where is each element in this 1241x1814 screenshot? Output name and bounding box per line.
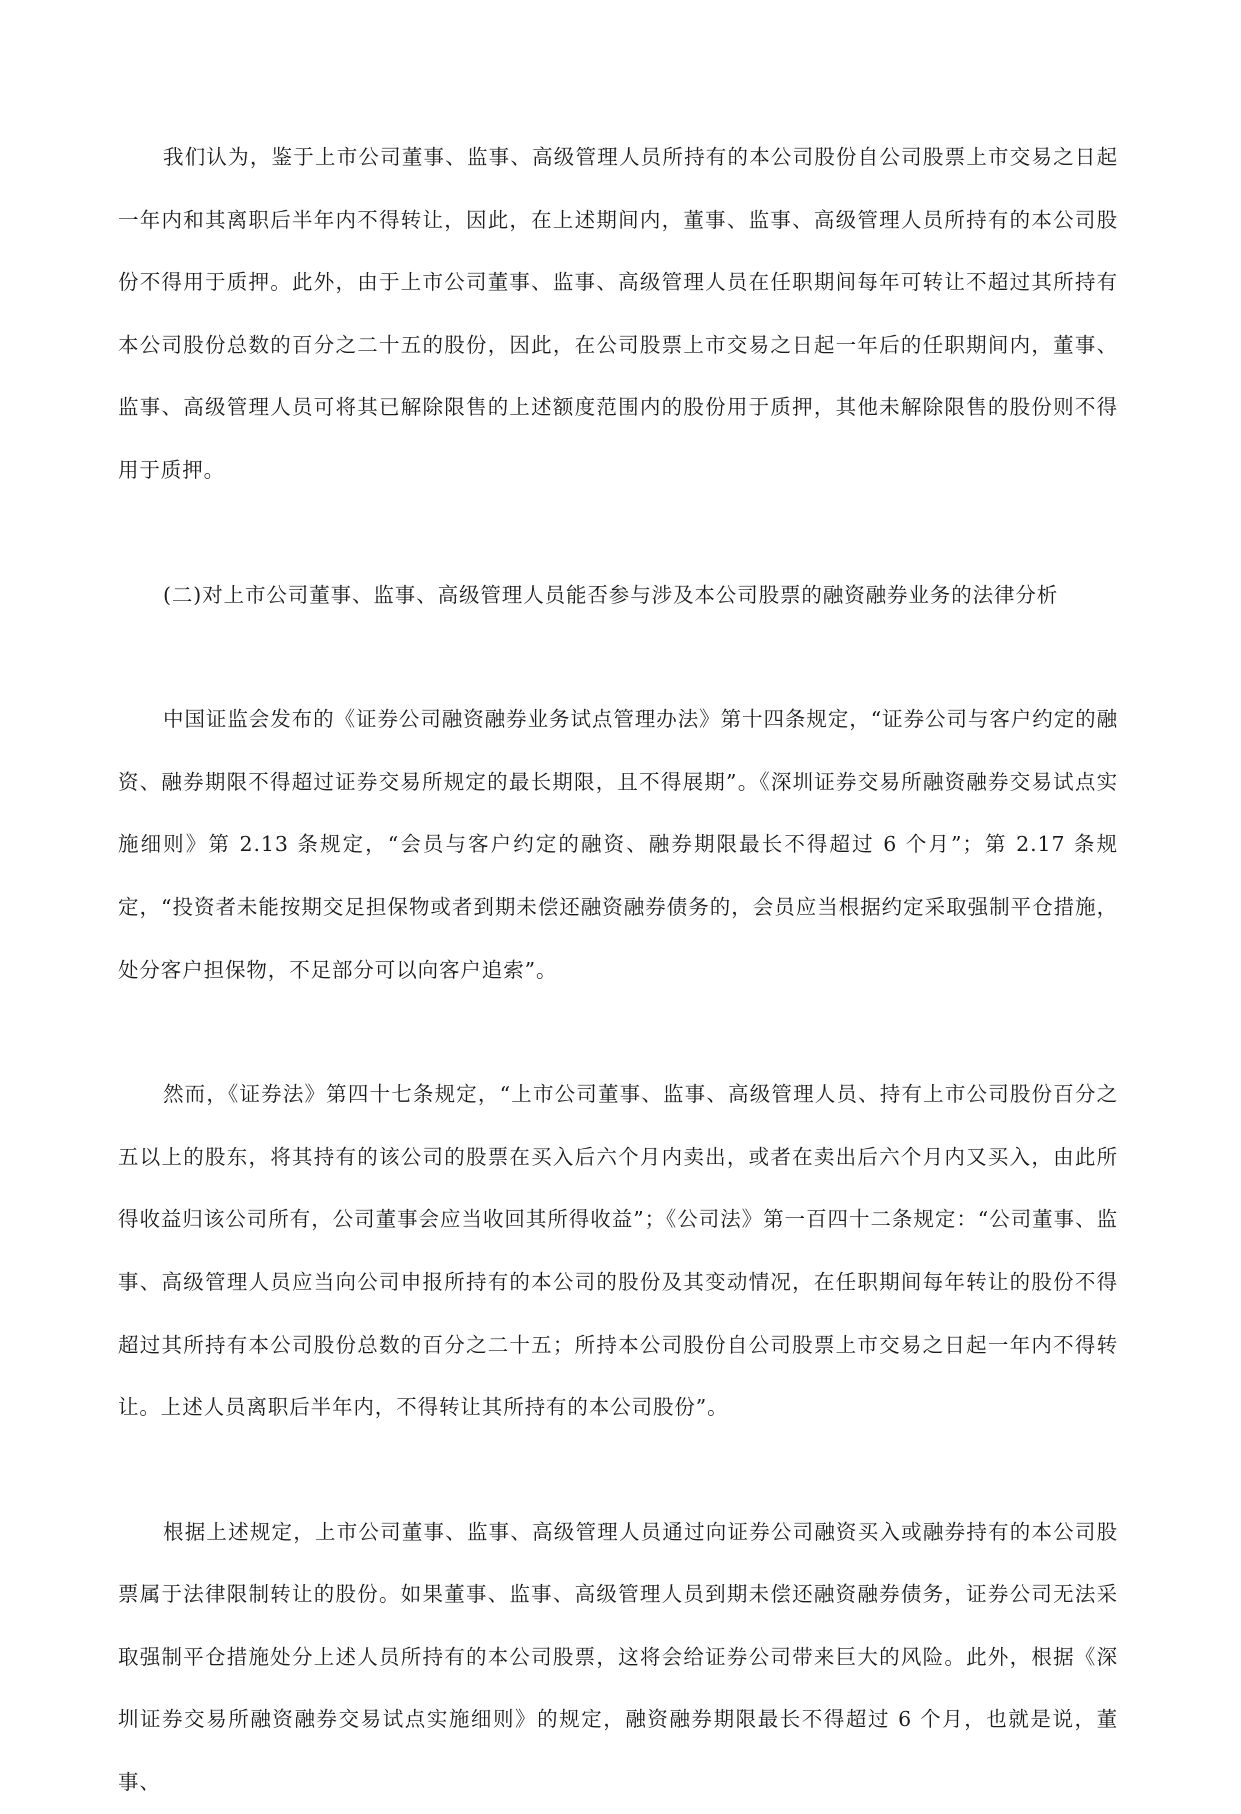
paragraph-spacer (118, 1439, 1118, 1501)
paragraph-securities-law: 然而，《证券法》第四十七条规定，“上市公司董事、监事、高级管理人员、持有上市公司股份百分之五以上的股东，将其持有的该公司的股票在买入后六个月内卖出，或者在卖出后六个月内又买入，由此所得收益归该公司所有，公司董事会应当收回其所得收益”；《公司法》第一百四十二条规定：“公司董事、监事、高级管理人员应当向公司申报所持有的本公司的股份及其变动情况，在任职期间每年转让的股份不得超过其所持有本公司股份总数的百分之二十五；所持本公司股份自公司股票上市交易之日起一年内不得转让。上述人员离职后半年内，不得转让其所持有的本公司股份”。 (118, 1082, 1118, 1420)
paragraph-spacer (118, 1001, 1118, 1063)
document-body (118, 126, 1118, 1814)
paragraph-pledge-conclusion: 我们认为，鉴于上市公司董事、监事、高级管理人员所持有的本公司股份自公司股票上市交易之日起一年内和其离职后半年内不得转让，因此，在上述期间内，董事、监事、高级管理人员所持有的本公司股份不得用于质押。此外，由于上市公司董事、监事、高级管理人员在任职期间每年可转让不超过其所持有本公司股份总数的百分之二十五的股份，因此，在公司股票上市交易之日起一年后的任职期间内，董事、监事、高级管理人员可将其已解除限售的上述额度范围内的股份用于质押，其他未解除限售的股份则不得用于质押。 (118, 145, 1118, 482)
paragraph-csrc-rules: 中国证监会发布的《证券公司融资融券业务试点管理办法》第十四条规定，“证券公司与客户约定的融资、融券期限不得超过证券交易所规定的最长期限，且不得展期”。《深圳证券交易所融资融券交易试点实施细则》第 2.13 条规定，“会员与客户约定的融资、融券期限最长不得超过 6 个月”；第 2.17 条规定，“投资者未能按期交足担保物或者到期未偿还融资融券债务的，会员应当根据约定采取强制平仓措施，处分客户担保物，不足部分可以向客户追索”。 (118, 707, 1118, 982)
paragraph-spacer (118, 502, 1118, 564)
paragraph-spacer (118, 626, 1118, 688)
paragraph-analysis: 根据上述规定，上市公司董事、监事、高级管理人员通过向证券公司融资买入或融券持有的本公司股票属于法律限制转让的股份。如果董事、监事、高级管理人员到期未偿还融资融券债务，证券公司无法采取强制平仓措施处分上述人员所持有的本公司股票，这将会给证券公司带来巨大的风险。此外，根据《深圳证券交易所融资融券交易试点实施细则》的规定，融资融券期限最长不得超过 6 个月，也就是说，董事、 (118, 1519, 1118, 1795)
section-heading-margin-trading: (二)对上市公司董事、监事、高级管理人员能否参与涉及本公司股票的融资融券业务的法律分析 (163, 582, 1059, 607)
